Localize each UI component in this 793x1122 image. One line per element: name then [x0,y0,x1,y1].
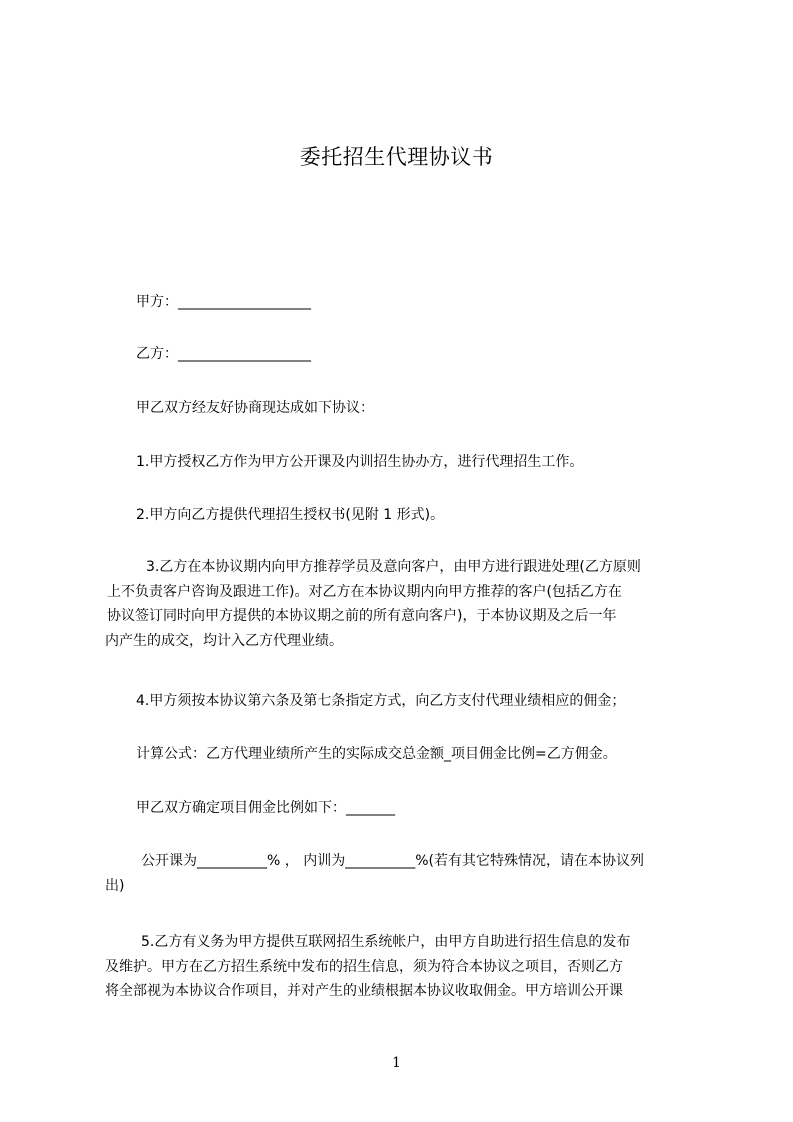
clause-3 [105,555,641,653]
clause-2: 2.甲方向乙方提供代理招生授权书(见附 1 形式)。 [136,507,445,523]
ratio-detail-line: 公开课为__________% ， 内训为__________%(若有其它特殊情况，请在本协议列 [141,853,644,869]
clause-4: 4.甲方须按本协议第六条及第七条指定方式，向乙方支付代理业绩相应的佣金； [136,693,626,709]
clause-3-line: 协议签订同时向甲方提供的本协议期之前的所有意向客户)，于本协议期及之后一年 [107,608,617,624]
page-number: 1 [392,1055,401,1071]
party-b-line: 乙方：___________________ [136,346,311,362]
clause-3-line: 内产生的成交，均计入乙方代理业绩。 [105,632,343,649]
clause-5-line: 将全部视为本协议合作项目，并对产生的业绩根据本协议收取佣金。甲方培训公开课 [105,983,623,999]
clause-3-line: 3.乙方在本协议期内向甲方推荐学员及意向客户，由甲方进行跟进处理(乙方原则 [146,559,641,575]
commission-formula: 计算公式：乙方代理业绩所产生的实际成交总金额_项目佣金比例=乙方佣金。 [136,746,617,762]
commission-ratio-intro: 甲乙双方确定项目佣金比例如下：_______ [136,800,395,816]
party-a-line: 甲方：___________________ [136,294,311,310]
document-title: 委托招生代理协议书 [299,145,494,169]
commission-ratio-detail [105,849,644,898]
clause-5-line: 及维护。甲方在乙方招生系统中发布的招生信息，须为符合本协议之项目，否则乙方 [105,958,623,975]
clause-3-line: 上不负责客户咨询及跟进工作)。对乙方在本协议期内向甲方推荐的客户(包括乙方在 [107,583,622,600]
clause-5 [105,930,630,1004]
ratio-detail-line: 出) [105,877,125,894]
intro-text: 甲乙双方经友好协商现达成如下协议： [136,400,374,416]
clause-1: 1.甲方授权乙方作为甲方公开课及内训招生协办方，进行代理招生工作。 [136,454,584,470]
clause-5-line: 5.乙方有义务为甲方提供互联网招生系统帐户，由甲方自助进行招生信息的发布 [141,934,631,950]
